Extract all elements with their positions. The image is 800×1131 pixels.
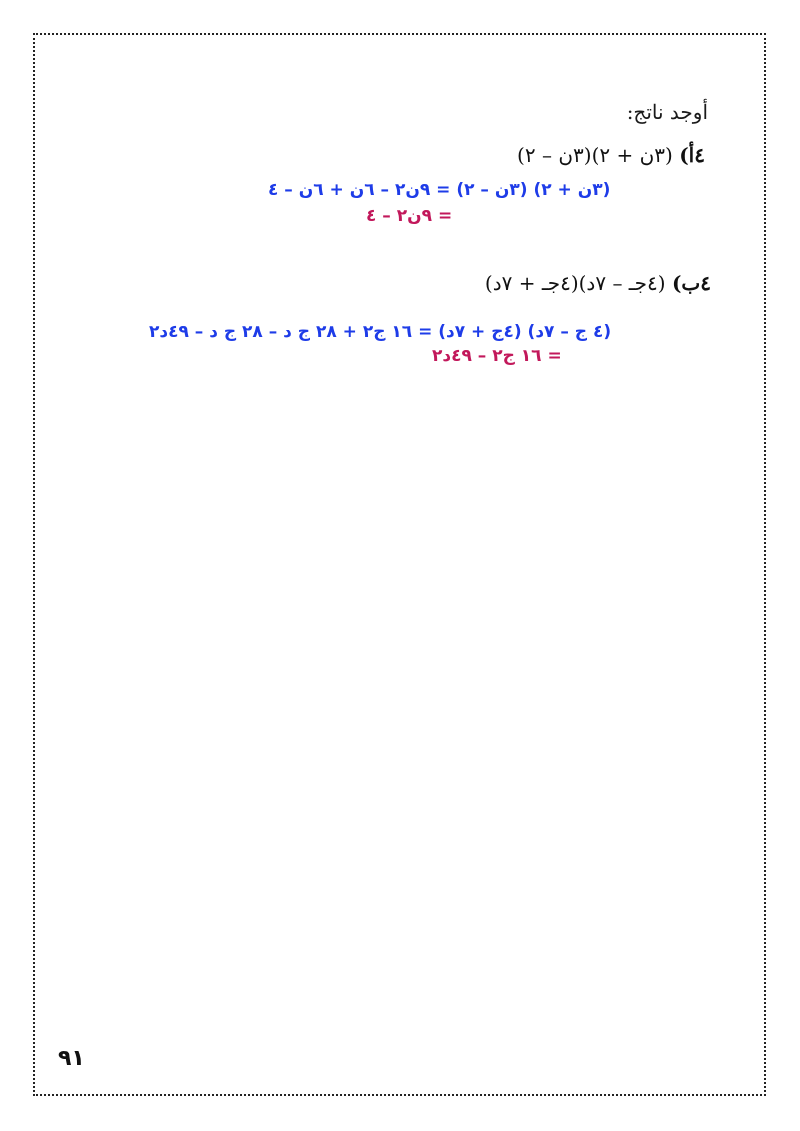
problem-b-expression: (٤جـ – ٧د)(٤جـ + ٧د) <box>484 271 666 295</box>
problem-a-statement <box>517 143 705 167</box>
page-number: ٩١ <box>58 1046 85 1071</box>
problem-b-expansion: (٤ ج – ٧د) (٤ج + ٧د) = ١٦ ج٢ + ٢٨ ج د – ٢٨ ج د – ٤٩د٢ <box>149 322 612 342</box>
problem-b-statement <box>485 271 711 295</box>
problem-b-result: = ١٦ ج٢ – ٤٩د٢ <box>432 346 562 366</box>
problem-a-expression: (٣ن + ٢)(٣ن – ٢) <box>517 143 673 167</box>
problem-a-result: = ٩ن٢ – ٤ <box>366 206 453 226</box>
problem-a-label: ٤أ) <box>679 143 705 167</box>
problem-b-label: ٤ب) <box>671 271 711 295</box>
problem-a-expansion: (٣ن + ٢) (٣ن – ٢) = ٩ن٢ – ٦ن + ٦ن – ٤ <box>268 180 611 200</box>
exercise-title: أوجد ناتج: <box>626 100 708 124</box>
